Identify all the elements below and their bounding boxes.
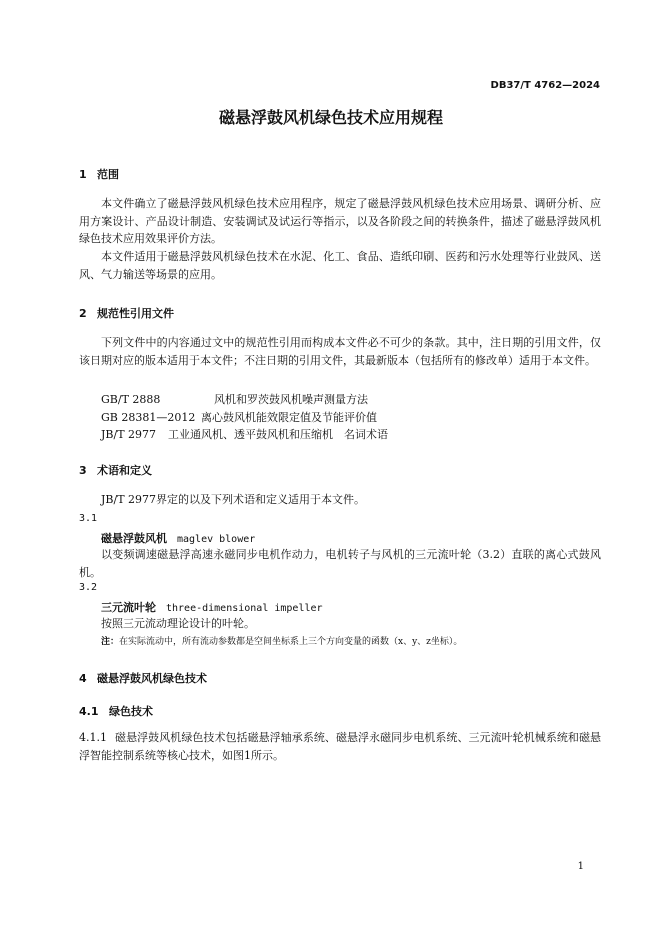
reference-title: 离心鼓风机能效限定值及节能评价值 [201,411,377,424]
section-title: 术语和定义 [97,464,152,477]
scope-paragraph-1: 本文件确立了磁悬浮鼓风机绿色技术应用程序，规定了磁悬浮鼓风机绿色技术应用场景、调研分析、应用方案设计、产品设计制造、安装调试及试运行等指示，以及各阶段之间的转换条件，描述了磁悬浮鼓风机绿色技术应用效果评价方法。 [79,197,601,245]
subsection-number: 4.1 [79,705,99,718]
note-text: 在实际流动中，所有流动参数都是空间坐标系上三个方向变量的函数（x、y、z坐标）。 [119,637,463,647]
term-name-chinese: 三元流叶轮 [101,601,156,614]
page-number: 1 [577,861,584,872]
clause-number: 4.1.1 [79,731,107,744]
section-number: 2 [79,307,87,320]
section-number: 3 [79,464,87,477]
term-name-english: maglev blower [177,534,256,545]
document-title: 磁悬浮鼓风机绿色技术应用规程 [218,108,443,127]
section-number: 4 [79,672,87,685]
term-name-chinese: 磁悬浮鼓风机 [101,532,167,545]
term-note [101,634,462,647]
reference-item [101,391,368,407]
note-label: 注： [101,637,120,647]
reference-code: GB 28381—2012 [101,411,196,424]
reference-code: GB/T 2888 [101,393,161,406]
clause-4-1-1 [79,729,601,764]
section-number: 1 [79,168,87,181]
clause-text: 磁悬浮鼓风机绿色技术包括磁悬浮轴承系统、磁悬浮永磁同步电机系统、三元流叶轮机械系统和磁悬浮智能控制系统等核心技术，如图1所示。 [79,731,601,762]
section-4-heading [79,670,207,686]
term-definition: 以变频调速磁悬浮高速永磁同步电机作动力，电机转子与风机的三元流叶轮（3.2）直联的离心式鼓风机。 [79,548,601,579]
reference-item [101,409,377,425]
term-number: 3.2 [79,582,98,593]
reference-item [101,426,388,442]
normative-references-paragraph: 下列文件中的内容通过文中的规范性引用而构成本文件必不可少的条款。其中，注日期的引用文件，仅该日期对应的版本适用于本文件；不注日期的引用文件，其最新版本（包括所有的修改单）适用于本文件。 [79,336,601,367]
section-3-heading [79,462,152,478]
section-title: 磁悬浮鼓风机绿色技术 [97,672,207,685]
section-title: 范围 [97,168,119,181]
term-name [101,530,255,546]
term-name [101,599,323,615]
subsection-title: 绿色技术 [109,705,153,718]
document-code: DB37/T 4762—2024 [490,80,600,91]
section-2-heading [79,305,174,321]
term-name-english: three-dimensional impeller [166,603,323,614]
term-number: 3.1 [79,513,98,524]
reference-code: JB/T 2977 [101,428,157,441]
subsection-4-1-heading [79,703,153,719]
reference-title: 工业通风机、透平鼓风机和压缩机 名词术语 [168,428,388,441]
scope-paragraph-2: 本文件适用于磁悬浮鼓风机绿色技术在水泥、化工、食品、造纸印刷、医药和污水处理等行业鼓风、送风、气力输送等场景的应用。 [79,250,601,281]
reference-title: 风机和罗茨鼓风机噪声测量方法 [214,393,368,406]
terms-intro-paragraph: JB/T 2977界定的以及下列术语和定义适用于本文件。 [101,493,366,506]
section-title: 规范性引用文件 [97,307,174,320]
section-1-heading [79,166,119,182]
term-definition: 按照三元流动理论设计的叶轮。 [101,617,255,630]
